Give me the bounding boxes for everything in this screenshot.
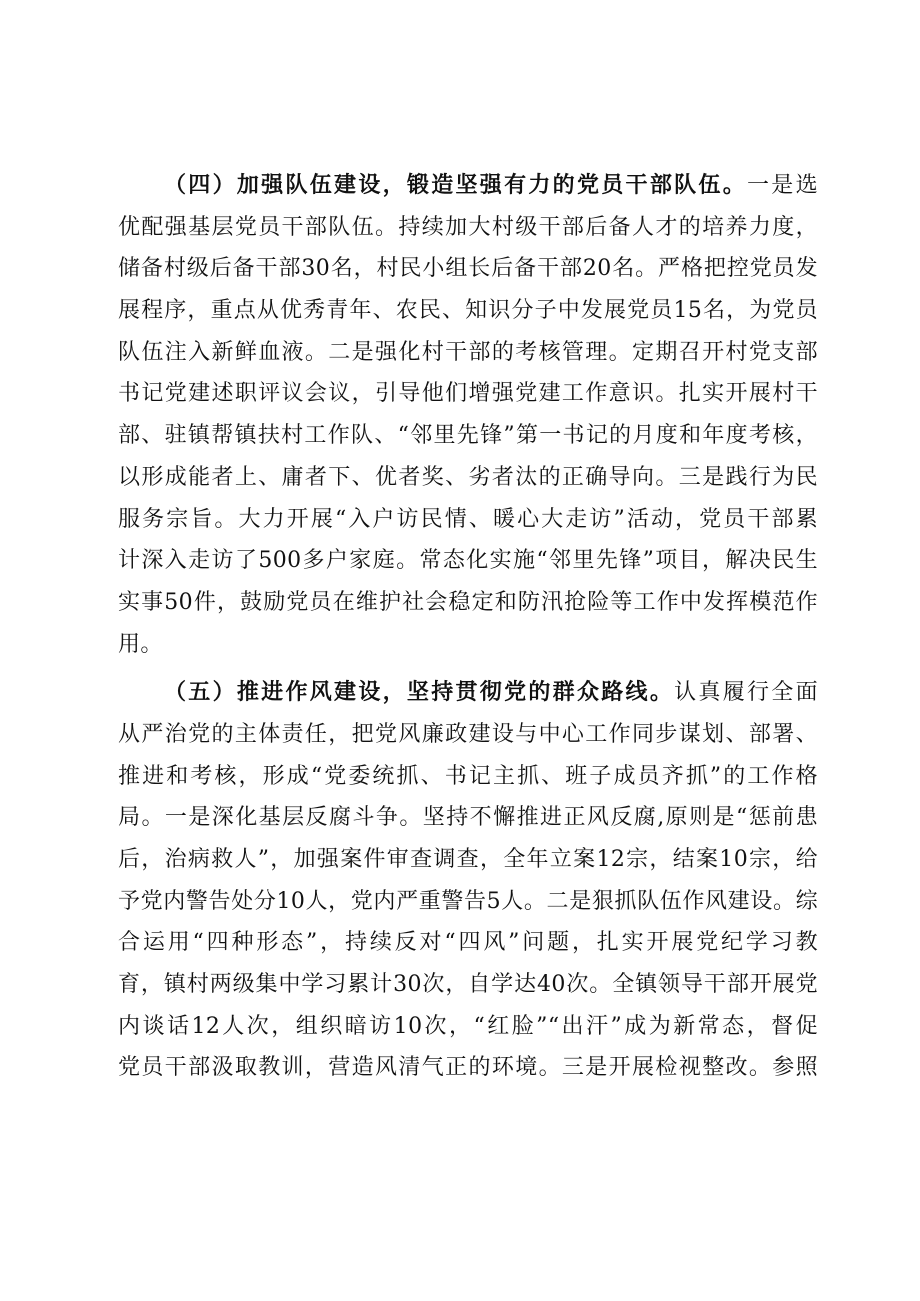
paragraph-line: 计深入走访了500多户家庭。常态化实施“邻里先锋”项目，解决民生 — [118, 548, 818, 574]
paragraph-line: 予党内警告处分10人，党内严重警告5人。二是狠抓队伍作风建设。综 — [118, 888, 818, 914]
document-body — [118, 165, 818, 1089]
paragraph-line: 书记党建述职评议会议，引导他们增强党建工作意识。扎实开展村干 — [118, 381, 818, 407]
section-four — [118, 165, 818, 665]
paragraph-line: 服务宗旨。大力开展“入户访民情、暖心大走访”活动，党员干部累 — [118, 506, 818, 532]
paragraph-line: 展程序，重点从优秀青年、农民、知识分子中发展党员15名，为党员 — [118, 298, 818, 324]
paragraph-line: 合运用“四种形态”，持续反对“四风”问题，扎实开展党纪学习教 — [118, 930, 818, 956]
paragraph-line: 用。 — [118, 631, 163, 657]
paragraph-line: 部、驻镇帮镇扶村工作队、“邻里先锋”第一书记的月度和年度考核， — [118, 423, 818, 449]
section-heading: （四）加强队伍建设，锻造坚强有力的党员干部队伍。 — [164, 172, 748, 198]
paragraph-line: 后，治病救人”，加强案件审查调查，全年立案12宗，结案10宗，给 — [118, 847, 818, 872]
paragraph-line: 内谈话12人次，组织暗访10次，“红脸”“出汗”成为新常态，督促 — [118, 1013, 818, 1039]
paragraph-line: 队伍注入新鲜血液。二是强化村干部的考核管理。定期召开村党支部 — [118, 339, 818, 365]
paragraph-line: 实事50件，鼓励党员在维护社会稳定和防汛抢险等工作中发挥模范作 — [118, 589, 818, 615]
section-heading: （五）推进作风建设，坚持贯彻党的群众路线。 — [164, 679, 675, 706]
paragraph-line: 育，镇村两级集中学习累计30次，自学达40次。全镇领导干部开展党 — [118, 972, 818, 998]
paragraph-text: 认真履行全面 — [674, 680, 818, 706]
paragraph-line: 从严治党的主体责任，把党风廉政建设与中心工作同步谋划、部署、 — [118, 721, 818, 747]
paragraph-line — [118, 672, 818, 714]
paragraph-line: 推进和考核，形成“党委统抓、书记主抓、班子成员齐抓”的工作格 — [118, 763, 818, 789]
paragraph-line: 以形成能者上、庸者下、优者奖、劣者汰的正确导向。三是践行为民 — [118, 464, 818, 490]
paragraph-line: 党员干部汲取教训，营造风清气正的环境。三是开展检视整改。参照 — [118, 1055, 818, 1081]
section-five — [118, 672, 818, 1089]
paragraph-line — [118, 165, 818, 207]
paragraph-line: 优配强基层党员干部队伍。持续加大村级干部后备人才的培养力度， — [118, 214, 818, 240]
paragraph-text: 一是选 — [747, 173, 818, 198]
paragraph-line: 储备村级后备干部30名，村民小组长后备干部20名。严格把控党员发 — [118, 256, 818, 282]
paragraph-line: 局。一是深化基层反腐斗争。坚持不懈推进正风反腐,原则是“惩前患 — [118, 805, 818, 831]
